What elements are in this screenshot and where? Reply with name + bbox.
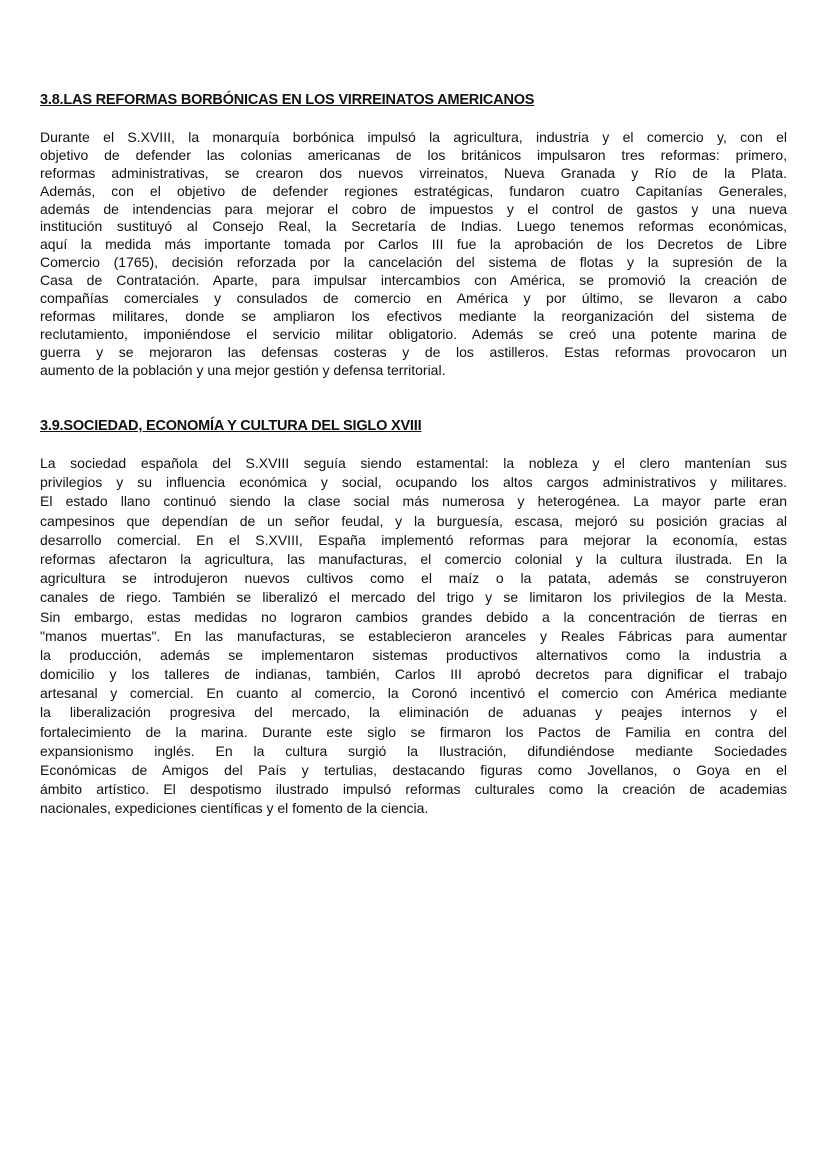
text-line: fortalecimiento de la marina. Durante este siglo se firmaron los Pactos de Familia en contra del [40, 723, 787, 740]
text-line: aquí la medida más importante tomada por Carlos III fue la aprobación de los Decretos de Libre [40, 236, 787, 253]
text-line: expansionismo inglés. En la cultura surgió la Ilustración, difundiéndose mediante Sociedades [40, 742, 787, 759]
text-line: compañías comerciales y consulados de comercio en América y por último, se llevaron a cabo [40, 290, 787, 307]
text-line: La sociedad española del S.XVIII seguía siendo estamental: la nobleza y el clero mantenían sus [40, 455, 787, 471]
text-line: ámbito artístico. El despotismo ilustrado impulsó reformas culturales como la creación de academias [40, 781, 787, 798]
section-heading-reformas-borbonicas: 3.8.LAS REFORMAS BORBÓNICAS EN LOS VIRREINATOS AMERICANOS [40, 92, 535, 108]
text-line: Además, con el objetivo de defender regiones estratégicas, fundaron cuatro Capitanías Generales, [40, 182, 787, 199]
text-line: desarrollo comercial. En el S.XVIII, España implementó reformas para mejorar la economía, estas [40, 531, 787, 548]
text-line: reformas afectaron la agricultura, las manufacturas, el comercio colonial y la cultura ilustrada. En la [40, 550, 787, 567]
text-line: además de intendencias para mejorar el cobro de impuestos y el control de gastos y una nueva [40, 200, 787, 217]
text-line: Económicas de Amigos del País y tertulias, destacando figuras como Jovellanos, o Goya en el [40, 762, 787, 778]
text-line: reformas militares, donde se ampliaron los efectivos mediante la reorganización del sistema de [40, 307, 787, 324]
text-line: guerra y se mejoraron las defensas costeras y de los astilleros. Estas reformas provocaron un [40, 343, 787, 360]
text-line: institución sustituyó al Consejo Real, la Secretaría de Indias. Luego tenemos reformas económicas, [40, 218, 787, 235]
text-line: canales de riego. También se liberalizó el mercado del trigo y se limitaron los privilegios de la Mesta. [40, 589, 787, 606]
text-line: agricultura se introdujeron nuevos cultivos como el maíz o la patata, además se construyeron [40, 570, 787, 587]
text-line: reformas administrativas, se crearon dos nuevos virreinatos, Nueva Granada y Río de la Plata. [40, 164, 787, 181]
text-line: la liberalización progresiva del mercado, la eliminación de aduanas y peajes internos y el [40, 704, 787, 721]
text-line: El estado llano continuó siendo la clase social más numerosa y heterogénea. La mayor parte eran [40, 493, 787, 510]
text-line: Durante el S.XVIII, la monarquía borbónica impulsó la agricultura, industria y el comercio y, con el [40, 129, 787, 145]
text-line: nacionales, expediciones científicas y el fomento de la ciencia. [40, 800, 429, 817]
text-line: campesinos que dependían de un señor feudal, y la burguesía, escasa, mejoró su posición gracias al [40, 512, 787, 529]
text-line: reclutamiento, imponiéndose el servicio militar obligatorio. Además se creó una potente marina de [40, 325, 787, 342]
text-line: privilegios y su influencia económica y social, ocupando los altos cargos administrativos y militares. [40, 474, 787, 491]
text-line: Casa de Contratación. Aparte, para impulsar intercambios con América, se promovió la creación de [40, 272, 787, 289]
paragraph-sociedad-economia-cultura [40, 454, 787, 819]
section-heading-sociedad-economia-cultura: 3.9.SOCIEDAD, ECONOMÍA Y CULTURA DEL SIGLO XVIII [40, 418, 422, 434]
text-line: la producción, además se implementaron sistemas productivos alternativos como la industria a [40, 646, 787, 663]
text-line: domicilio y los talleres de indianas, también, Carlos III aprobó decretos para dignificar el trabajo [40, 666, 787, 683]
text-line: Sin embargo, estas medidas no lograron cambios grandes debido a la concentración de tierras en [40, 608, 787, 625]
text-line: artesanal y comercial. En cuanto al comercio, la Coronó incentivó el comercio con América mediante [40, 685, 787, 702]
text-line: aumento de la población y una mejor gestión y defensa territorial. [40, 361, 446, 378]
text-line: Comercio (1765), decisión reforzada por la cancelación del sistema de flotas y la supresión de la [40, 254, 787, 271]
text-line: objetivo de defender las colonias americanas de los británicos impulsaron tres reformas: primero, [40, 146, 787, 163]
text-line: "manos muertas". En las manufacturas, se establecieron aranceles y Reales Fábricas para aumentar [40, 627, 787, 644]
paragraph-reformas-borbonicas [40, 129, 787, 379]
